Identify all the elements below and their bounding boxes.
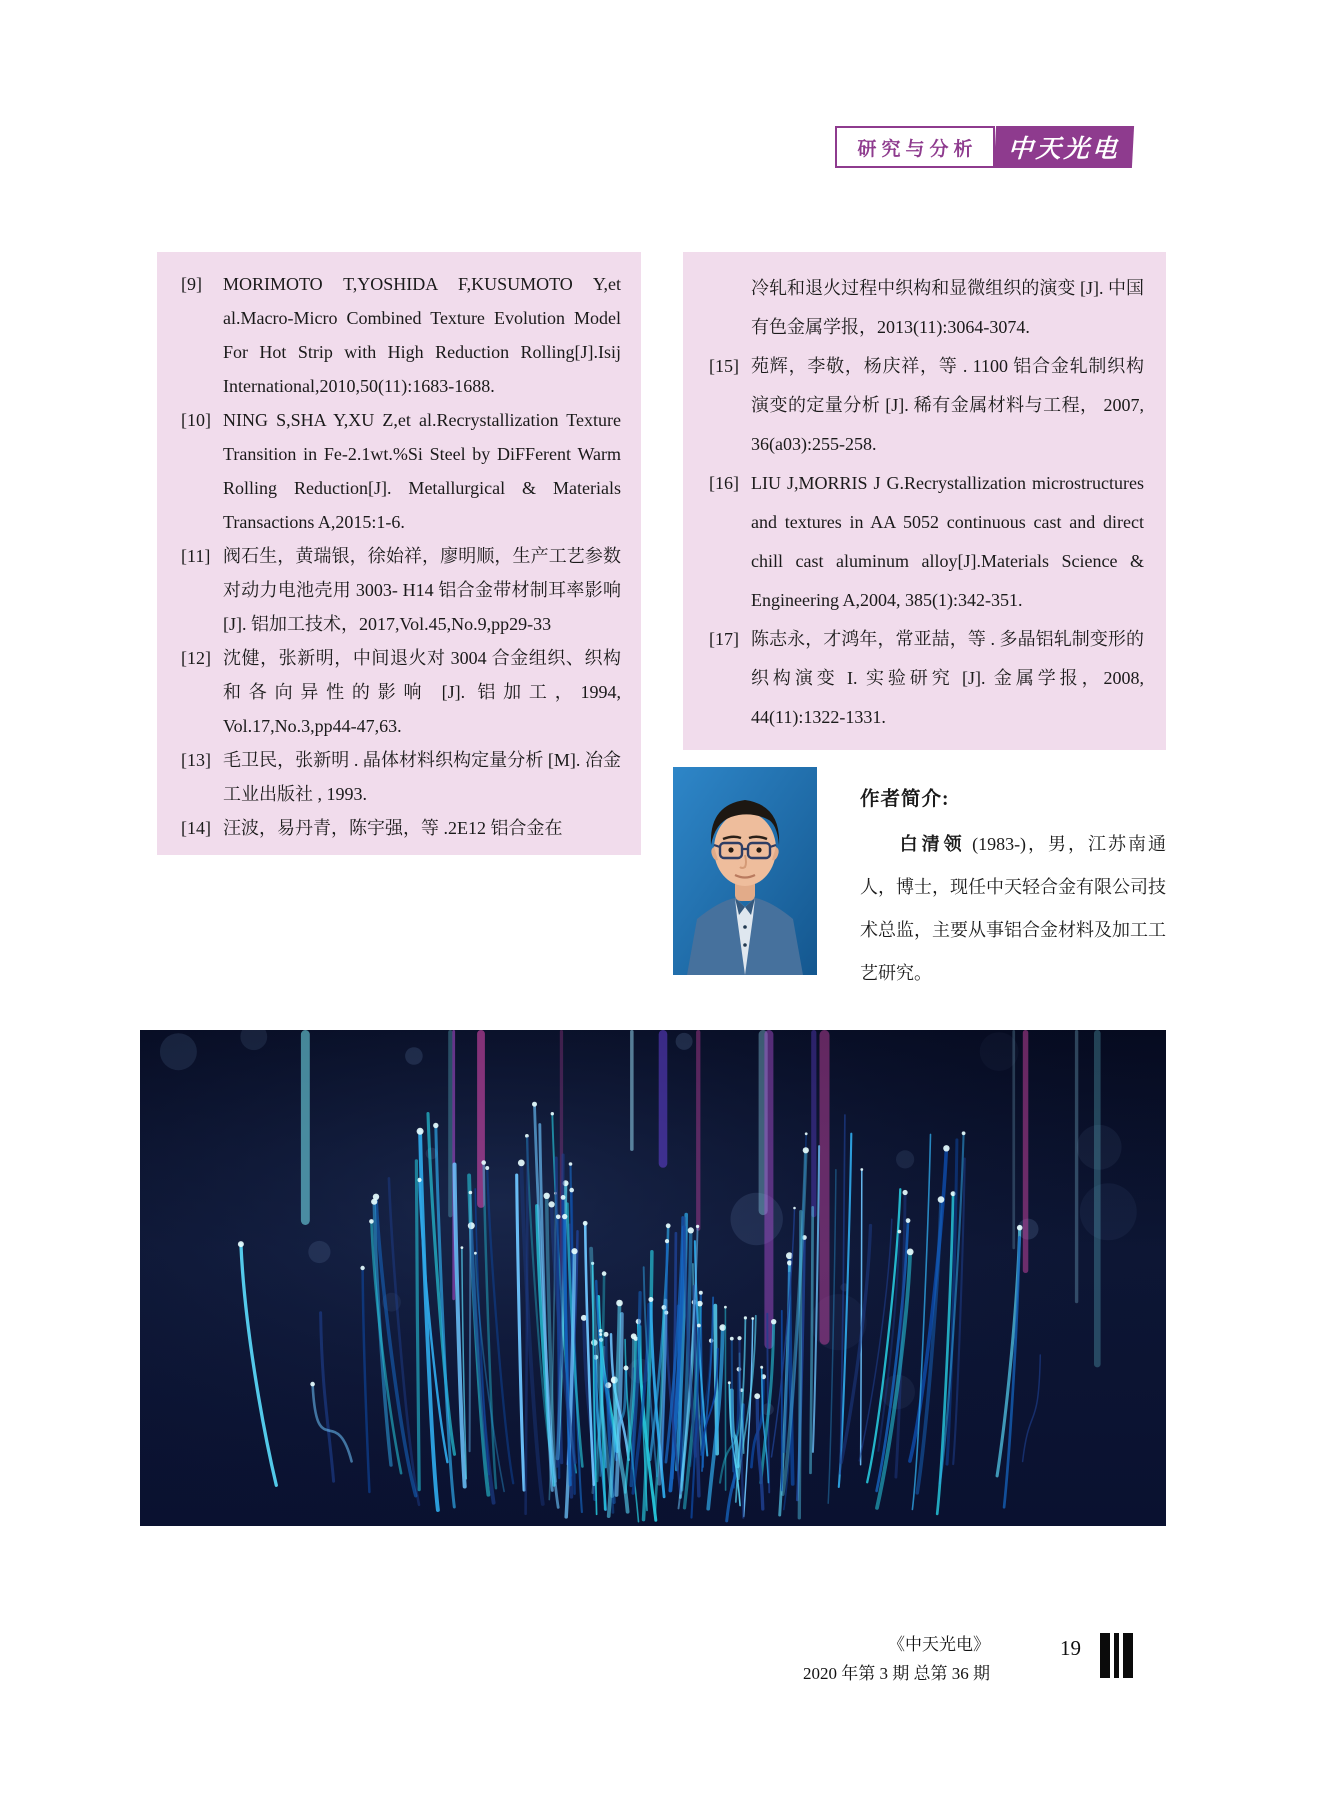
reference-item	[177, 403, 621, 539]
footer-issue-info: 2020 年第 3 期 总第 36 期	[803, 1664, 990, 1683]
reference-number: [13]	[181, 750, 211, 770]
reference-item	[177, 539, 621, 641]
header-tab	[835, 126, 1133, 168]
references-right-panel	[683, 252, 1166, 750]
author-photo	[673, 767, 817, 975]
reference-item	[177, 641, 621, 743]
footer-barcode-marks	[1100, 1633, 1133, 1678]
reference-continuation	[705, 269, 1144, 347]
reference-item	[177, 811, 621, 845]
reference-text: NING S,SHA Y,XU Z,et al.Recrystallization Texture Transition in Fe-2.1wt.%Si Steel by DiFFerent Warm Rolling Reduction[J]. Metallurgical & Materials Transactions A,2015:1-6.	[223, 410, 621, 532]
reference-number: [12]	[181, 648, 211, 668]
reference-number: [15]	[709, 356, 739, 376]
reference-item	[705, 464, 1144, 620]
author-name: 白清领	[899, 834, 966, 854]
page-number: 19	[1060, 1636, 1081, 1660]
fiber-optic-image	[140, 1030, 1166, 1526]
reference-text: MORIMOTO T,YOSHIDA F,KUSUMOTO Y,et al.Macro-Micro Combined Texture Evolution Model For Hot Strip with High Reduction Rolling[J].Isij International,2010,50(11):1683-1688.	[223, 274, 621, 396]
reference-text: 冷轧和退火过程中织构和显微组织的演变 [J]. 中国有色金属学报，2013(11):3064-3074.	[751, 278, 1144, 337]
reference-text: 苑辉，李敬，杨庆祥，等 . 1100 铝合金轧制织构演变的定量分析 [J]. 稀有金属材料与工程， 2007, 36(a03):255-258.	[751, 356, 1144, 454]
reference-item	[705, 347, 1144, 464]
brand-logo: 中天光电	[994, 126, 1134, 168]
author-bio-text: (1983-)，男，江苏南通人，博士，现任中天轻合金有限公司技术总监，主要从事铝合金材料及加工工艺研究。	[860, 834, 1167, 983]
reference-text: LIU J,MORRIS J G.Recrystallization microstructures and textures in AA 5052 continuous cast and direct chill cast aluminum alloy[J].Materials Science & Engineering A,2004, 385(1):342-351.	[751, 473, 1144, 610]
reference-text: 毛卫民，张新明 . 晶体材料织构定量分析 [M]. 冶金工业出版社 , 1993.	[223, 750, 621, 804]
reference-text: 阀石生，黄瑞银，徐始祥，廖明顺，生产工艺参数对动力电池壳用 3003- H14 铝合金带材制耳率影响 [J]. 铝加工技术，2017,Vol.45,No.9,pp29-33	[223, 546, 621, 634]
reference-number: [16]	[709, 473, 739, 493]
footer-journal-title: 《中天光电》	[888, 1635, 990, 1654]
section-title: 研究与分析	[835, 126, 995, 168]
author-bio-paragraph	[860, 823, 1166, 995]
author-bio-heading: 作者简介:	[860, 789, 950, 810]
reference-text: 陈志永，才鸿年，常亚喆，等 . 多晶铝轧制变形的织构演变 I. 实验研究 [J]. 金属学报，2008, 44(11):1322-1331.	[751, 629, 1144, 727]
reference-text: 汪波，易丹青，陈宇强，等 .2E12 铝合金在	[223, 818, 563, 838]
author-section	[673, 765, 1167, 983]
reference-number: [10]	[181, 410, 211, 430]
reference-text: 沈健，张新明，中间退火对 3004 合金组织、织构和各向异性的影响 [J]. 铝加工，1994, Vol.17,No.3,pp44-47,63.	[223, 648, 621, 736]
footer-journal-info	[720, 1630, 990, 1688]
reference-number: [14]	[181, 818, 211, 838]
references-left-panel	[157, 252, 641, 855]
reference-number: [9]	[181, 274, 202, 294]
reference-item	[705, 620, 1144, 737]
reference-item	[177, 267, 621, 403]
reference-number: [11]	[181, 546, 211, 566]
reference-item	[177, 743, 621, 811]
author-bio	[860, 783, 1166, 995]
reference-number: [17]	[709, 629, 739, 649]
